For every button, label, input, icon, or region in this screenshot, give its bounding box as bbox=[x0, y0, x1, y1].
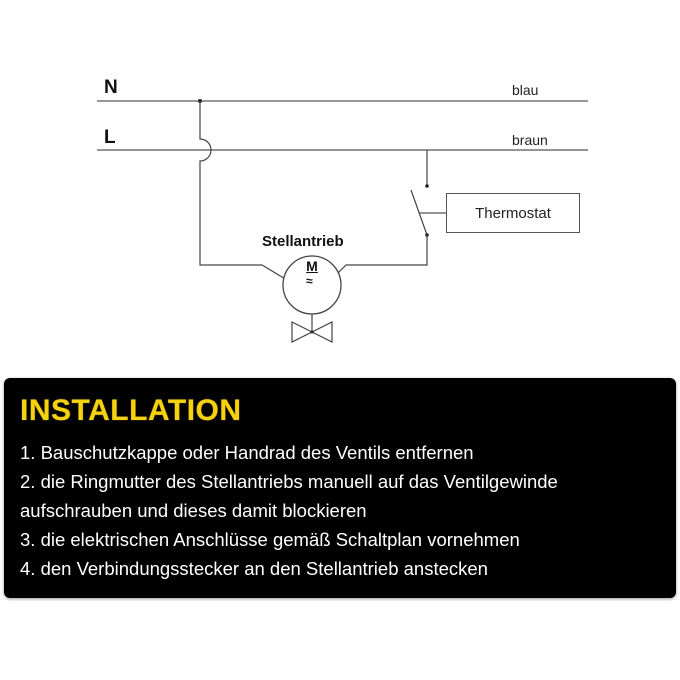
step-2-continued: aufschrauben und dieses damit blockieren bbox=[20, 500, 367, 521]
switch-contact-top bbox=[425, 184, 429, 188]
step-1: 1. Bauschutzkappe oder Handrad des Ventils entfernen bbox=[20, 442, 474, 463]
thermostat-label: Thermostat bbox=[475, 204, 551, 222]
live-label: L bbox=[104, 127, 116, 148]
installation-steps bbox=[20, 438, 676, 583]
thermostat-box bbox=[446, 193, 580, 233]
installation-panel bbox=[4, 378, 676, 598]
neutral-label: N bbox=[104, 77, 118, 98]
step-2: 2. die Ringmutter des Stellantriebs manuell auf das Ventilgewinde bbox=[20, 471, 558, 492]
valve-center-dot bbox=[311, 331, 314, 334]
neutral-wire-color-label: blau bbox=[512, 82, 539, 98]
actuator-label: Stellantrieb bbox=[262, 233, 344, 250]
step-4: 4. den Verbindungsstecker an den Stellantrieb anstecken bbox=[20, 558, 488, 579]
live-wire-color-label: braun bbox=[512, 132, 548, 148]
live-to-motor-wire bbox=[338, 235, 427, 273]
motor-symbol: M bbox=[306, 258, 318, 274]
ac-symbol: ≈ bbox=[306, 274, 313, 288]
step-3: 3. die elektrischen Anschlüsse gemäß Schaltplan vornehmen bbox=[20, 529, 520, 550]
neutral-to-motor-wire bbox=[200, 101, 287, 280]
installation-title: INSTALLATION bbox=[20, 394, 242, 427]
